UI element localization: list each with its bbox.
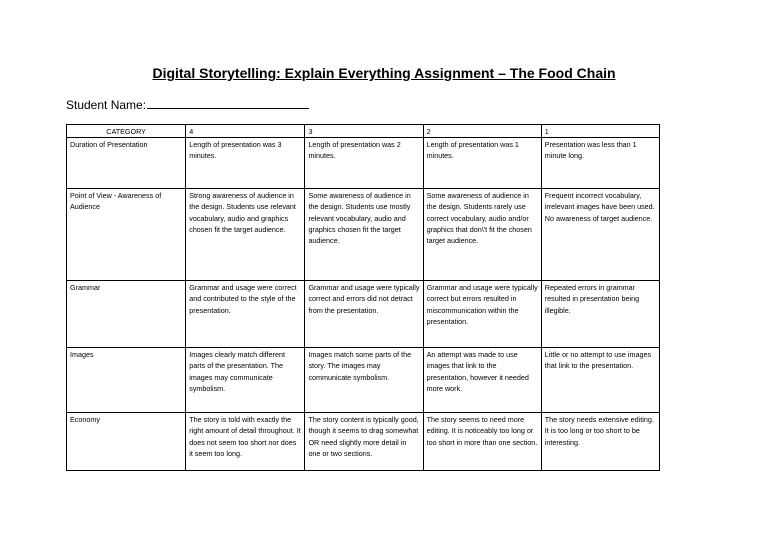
table-cell: Some awareness of audience in the design. Students use mostly relevant vocabulary, audio and graphics chosen fit the target audience. — [305, 189, 423, 281]
table-cell: Repeated errors in grammar resulted in presentation being illegible. — [541, 281, 659, 348]
student-name-label: Student Name: — [66, 98, 147, 112]
table-header-row — [67, 125, 660, 138]
table-cell: Frequent incorrect vocabulary, irrelevant images have been used. No awareness of target audience. — [541, 189, 659, 281]
row-category: Grammar — [67, 281, 186, 348]
document-title: Digital Storytelling: Explain Everything Assignment – The Food Chain — [152, 65, 616, 81]
header-score-1: 1 — [541, 125, 659, 138]
table-cell: The story seems to need more editing. It is noticeably too long or too short in more than one section. — [423, 413, 541, 471]
header-score-3: 3 — [305, 125, 423, 138]
table-cell: Little or no attempt to use images that link to the presentation. — [541, 348, 659, 413]
table-cell: Strong awareness of audience in the design. Students use relevant vocabulary, audio and graphics chosen fit the target audience. — [186, 189, 305, 281]
table-cell: Presentation was less than 1 minute long. — [541, 138, 659, 189]
header-score-2: 2 — [423, 125, 541, 138]
table-cell: Grammar and usage were typically correct and errors did not detract from the presentation. — [305, 281, 423, 348]
table-cell: Images match some parts of the story. The images may communicate symbolism. — [305, 348, 423, 413]
row-category: Images — [67, 348, 186, 413]
table-row — [67, 189, 660, 281]
table-row — [67, 138, 660, 189]
table-row — [67, 281, 660, 348]
rubric-table — [66, 124, 660, 471]
row-category: Duration of Presentation — [67, 138, 186, 189]
table-cell: Length of presentation was 2 minutes. — [305, 138, 423, 189]
header-score-4: 4 — [186, 125, 305, 138]
table-cell: Length of presentation was 1 minutes. — [423, 138, 541, 189]
table-cell: The story needs extensive editing. It is too long or too short to be interesting. — [541, 413, 659, 471]
table-cell: Length of presentation was 3 minutes. — [186, 138, 305, 189]
header-category: CATEGORY — [67, 125, 186, 138]
row-category: Economy — [67, 413, 186, 471]
student-name-blank-line — [147, 96, 309, 109]
table-cell: An attempt was made to use images that link to the presentation, however it needed more work. — [423, 348, 541, 413]
table-cell: The story is told with exactly the right amount of detail throughout. It does not seem too short nor does it seem too long. — [186, 413, 305, 471]
student-name-field — [66, 96, 309, 112]
table-cell: Some awareness of audience in the design. Students rarely use correct vocabulary, audio and/or graphics that don\'t fit the chosen target audience. — [423, 189, 541, 281]
table-cell: Images clearly match different parts of the presentation. The images may communicate symbolism. — [186, 348, 305, 413]
row-category: Point of View - Awareness of Audience — [67, 189, 186, 281]
table-row — [67, 348, 660, 413]
table-cell: The story content is typically good, though it seems to drag somewhat OR need slightly more detail in one or two sections. — [305, 413, 423, 471]
table-cell: Grammar and usage were typically correct but errors resulted in miscommunication within the presentation. — [423, 281, 541, 348]
table-cell: Grammar and usage were correct and contributed to the style of the presentation. — [186, 281, 305, 348]
table-row — [67, 413, 660, 471]
